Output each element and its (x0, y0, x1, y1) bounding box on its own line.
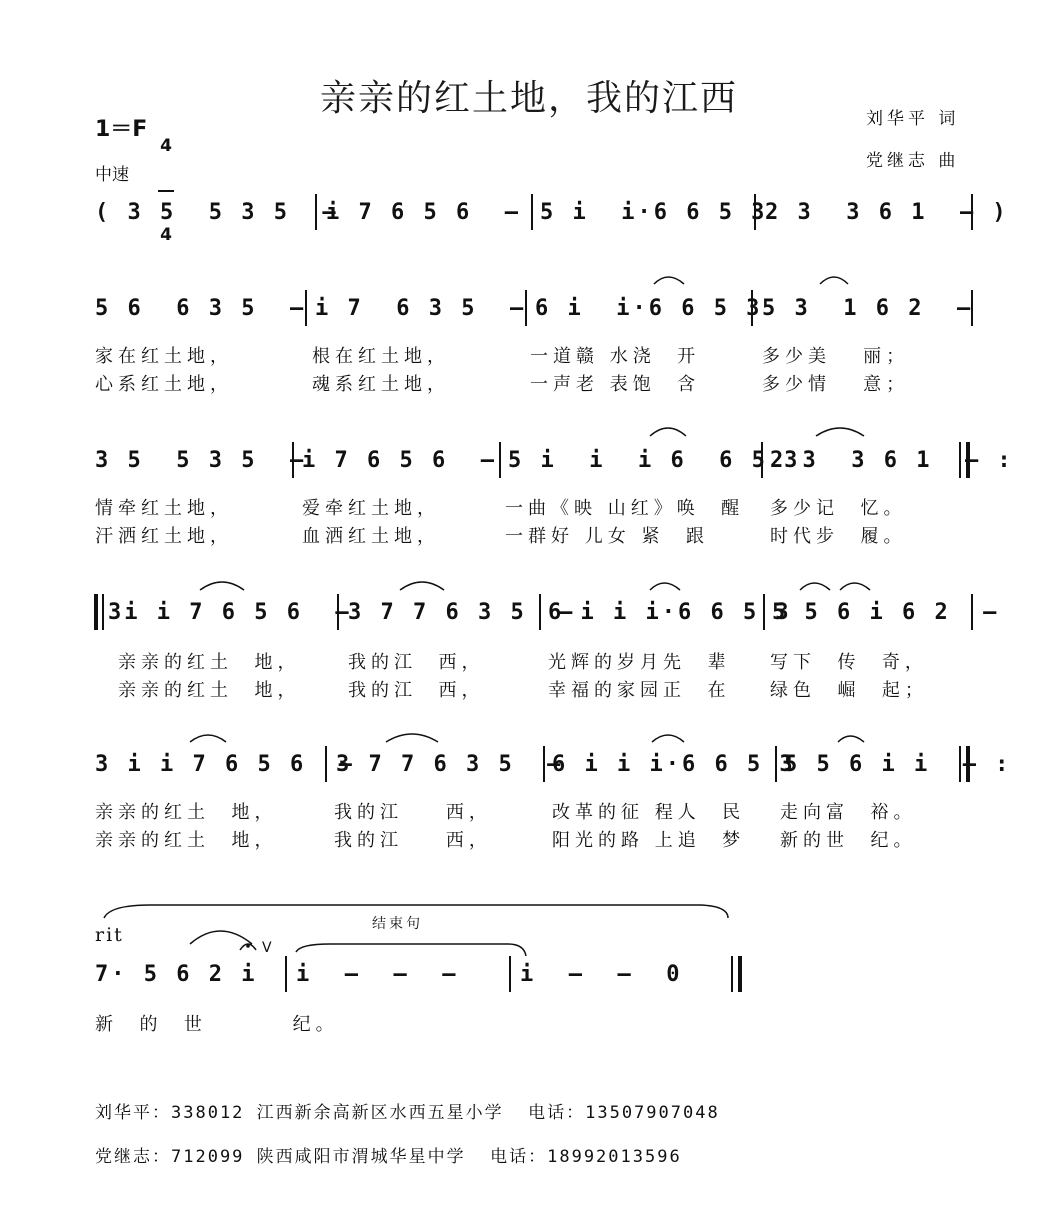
lyric: 爱牵红土地， (302, 498, 440, 519)
slur (816, 428, 864, 436)
slur (200, 582, 244, 590)
measure: 7· 5 6 2 i (95, 962, 258, 987)
slur (654, 277, 684, 284)
lyricist-credit: 刘华平 词 (866, 109, 960, 129)
lyric: 我的江 西， (334, 802, 492, 823)
measure: 5 i i i 6 6 5 3 (508, 448, 801, 473)
lyric: 新的世 纪。 (780, 830, 917, 851)
measure: 2 3 3 6 1 – : (770, 448, 1014, 473)
lyric: 一曲《映 山红》唤 醒 (505, 498, 745, 519)
ending-label: 结束句 (372, 916, 423, 932)
slur (838, 736, 864, 742)
measure: 3 7 7 6 3 5 – (336, 752, 564, 777)
measure: 5 6 6 3 5 – (95, 296, 307, 321)
lyric: 写下 传 奇， (770, 652, 928, 673)
measure: 6 i i i·6 6 5 3 (552, 752, 796, 777)
measure: 3 i i 7 6 5 6 – (95, 752, 355, 777)
lyric: 汗洒红土地， (95, 526, 233, 547)
breath-mark: V (262, 940, 272, 956)
measure: 5 3 1 6 2 – (762, 296, 974, 321)
tempo-marking: 中速 (95, 165, 129, 185)
ritardando-marking: rit (95, 924, 124, 946)
measure: 5 i i·6 6 5 3 (540, 200, 768, 225)
slur (190, 735, 226, 742)
composer-credit: 党继志 曲 (866, 151, 960, 171)
lyric: 多少记 忆。 (770, 498, 907, 519)
lyric: 我的江 西， (348, 680, 485, 701)
lyric: 亲亲的红土 地， (118, 680, 301, 701)
fermata-dot (246, 944, 250, 948)
lyric: 阳光的路 上追 梦 (552, 830, 746, 851)
lyricist-contact: 刘华平：338012 江西新余高新区水西五星小学 电话：13507907048 (95, 1103, 720, 1123)
measure: 3 5 5 3 5 – (95, 448, 307, 473)
slur (840, 583, 870, 590)
measure: 3i i 7 6 5 6 – (108, 600, 352, 625)
meter-rule (158, 190, 174, 192)
lyric: 一道赣 水浇 开 (530, 346, 701, 367)
lyric: 我的江 西， (348, 652, 485, 673)
lyric: 亲亲的红土 地， (95, 802, 278, 823)
measure: 3 7 7 6 3 5 – (348, 600, 576, 625)
meter-top: 4 (160, 136, 172, 156)
measure: i – – – (296, 962, 459, 987)
key-signature: 1＝F (95, 117, 148, 142)
slur (820, 277, 848, 284)
lyric: 心系红土地， (95, 374, 233, 395)
measure: i 7 6 5 6 – (302, 448, 497, 473)
time-signature (158, 104, 174, 261)
lyric: 新 的 世 纪。 (95, 1014, 339, 1035)
measure: ( 3 5 5 3 5 – (95, 200, 339, 225)
slur (650, 583, 680, 590)
slur (386, 734, 438, 742)
lyric: 时代步 履。 (770, 526, 907, 547)
measure: 5 5 6 i i – : (784, 752, 1012, 777)
slur (800, 583, 830, 590)
slur (652, 735, 684, 742)
lyric: 血洒红土地， (302, 526, 440, 547)
meter-bottom: 4 (160, 225, 172, 245)
lyric: 多少美 丽； (762, 346, 910, 367)
measure: 6 i i·6 6 5 3 (535, 296, 763, 321)
lyric: 幸福的家园正 在 (548, 680, 731, 701)
measure: 2 3 3 6 1 – ) (765, 200, 1009, 225)
measure: 5 5 6 i 6 2 – (772, 600, 1000, 625)
measure: i 7 6 3 5 – (315, 296, 527, 321)
measure: i – – 0 (520, 962, 683, 987)
slur (400, 582, 444, 590)
lyric: 多少情 意； (762, 374, 910, 395)
lyric: 我的江 西， (334, 830, 492, 851)
lyric: 亲亲的红土 地， (95, 830, 278, 851)
song-title: 亲亲的红土地，我的江西 (320, 78, 739, 119)
slur (650, 428, 686, 436)
lyric: 一群好 儿女 紧 跟 (505, 526, 709, 547)
measure: i 7 6 5 6 – (326, 200, 521, 225)
lyric: 一声老 表饱 含 (530, 374, 701, 395)
lyric: 根在红土地， (312, 346, 450, 367)
ending-bracket (296, 944, 526, 956)
measure: 6 i i i·6 6 5 3 (548, 600, 792, 625)
fermata (240, 944, 256, 950)
lyric: 走向富 裕。 (780, 802, 917, 823)
lyric: 家在红土地， (95, 346, 233, 367)
lyric: 绿色 崛 起； (770, 680, 928, 701)
lyric: 改革的征 程人 民 (552, 802, 746, 823)
slur (190, 931, 252, 944)
lyric: 光辉的岁月先 辈 (548, 652, 731, 673)
lyric: 亲亲的红土 地， (118, 652, 301, 673)
lyric: 魂系红土地， (312, 374, 450, 395)
composer-contact: 党继志：712099 陕西咸阳市渭城华星中学 电话：18992013596 (95, 1147, 682, 1167)
lyric: 情牵红土地， (95, 498, 233, 519)
